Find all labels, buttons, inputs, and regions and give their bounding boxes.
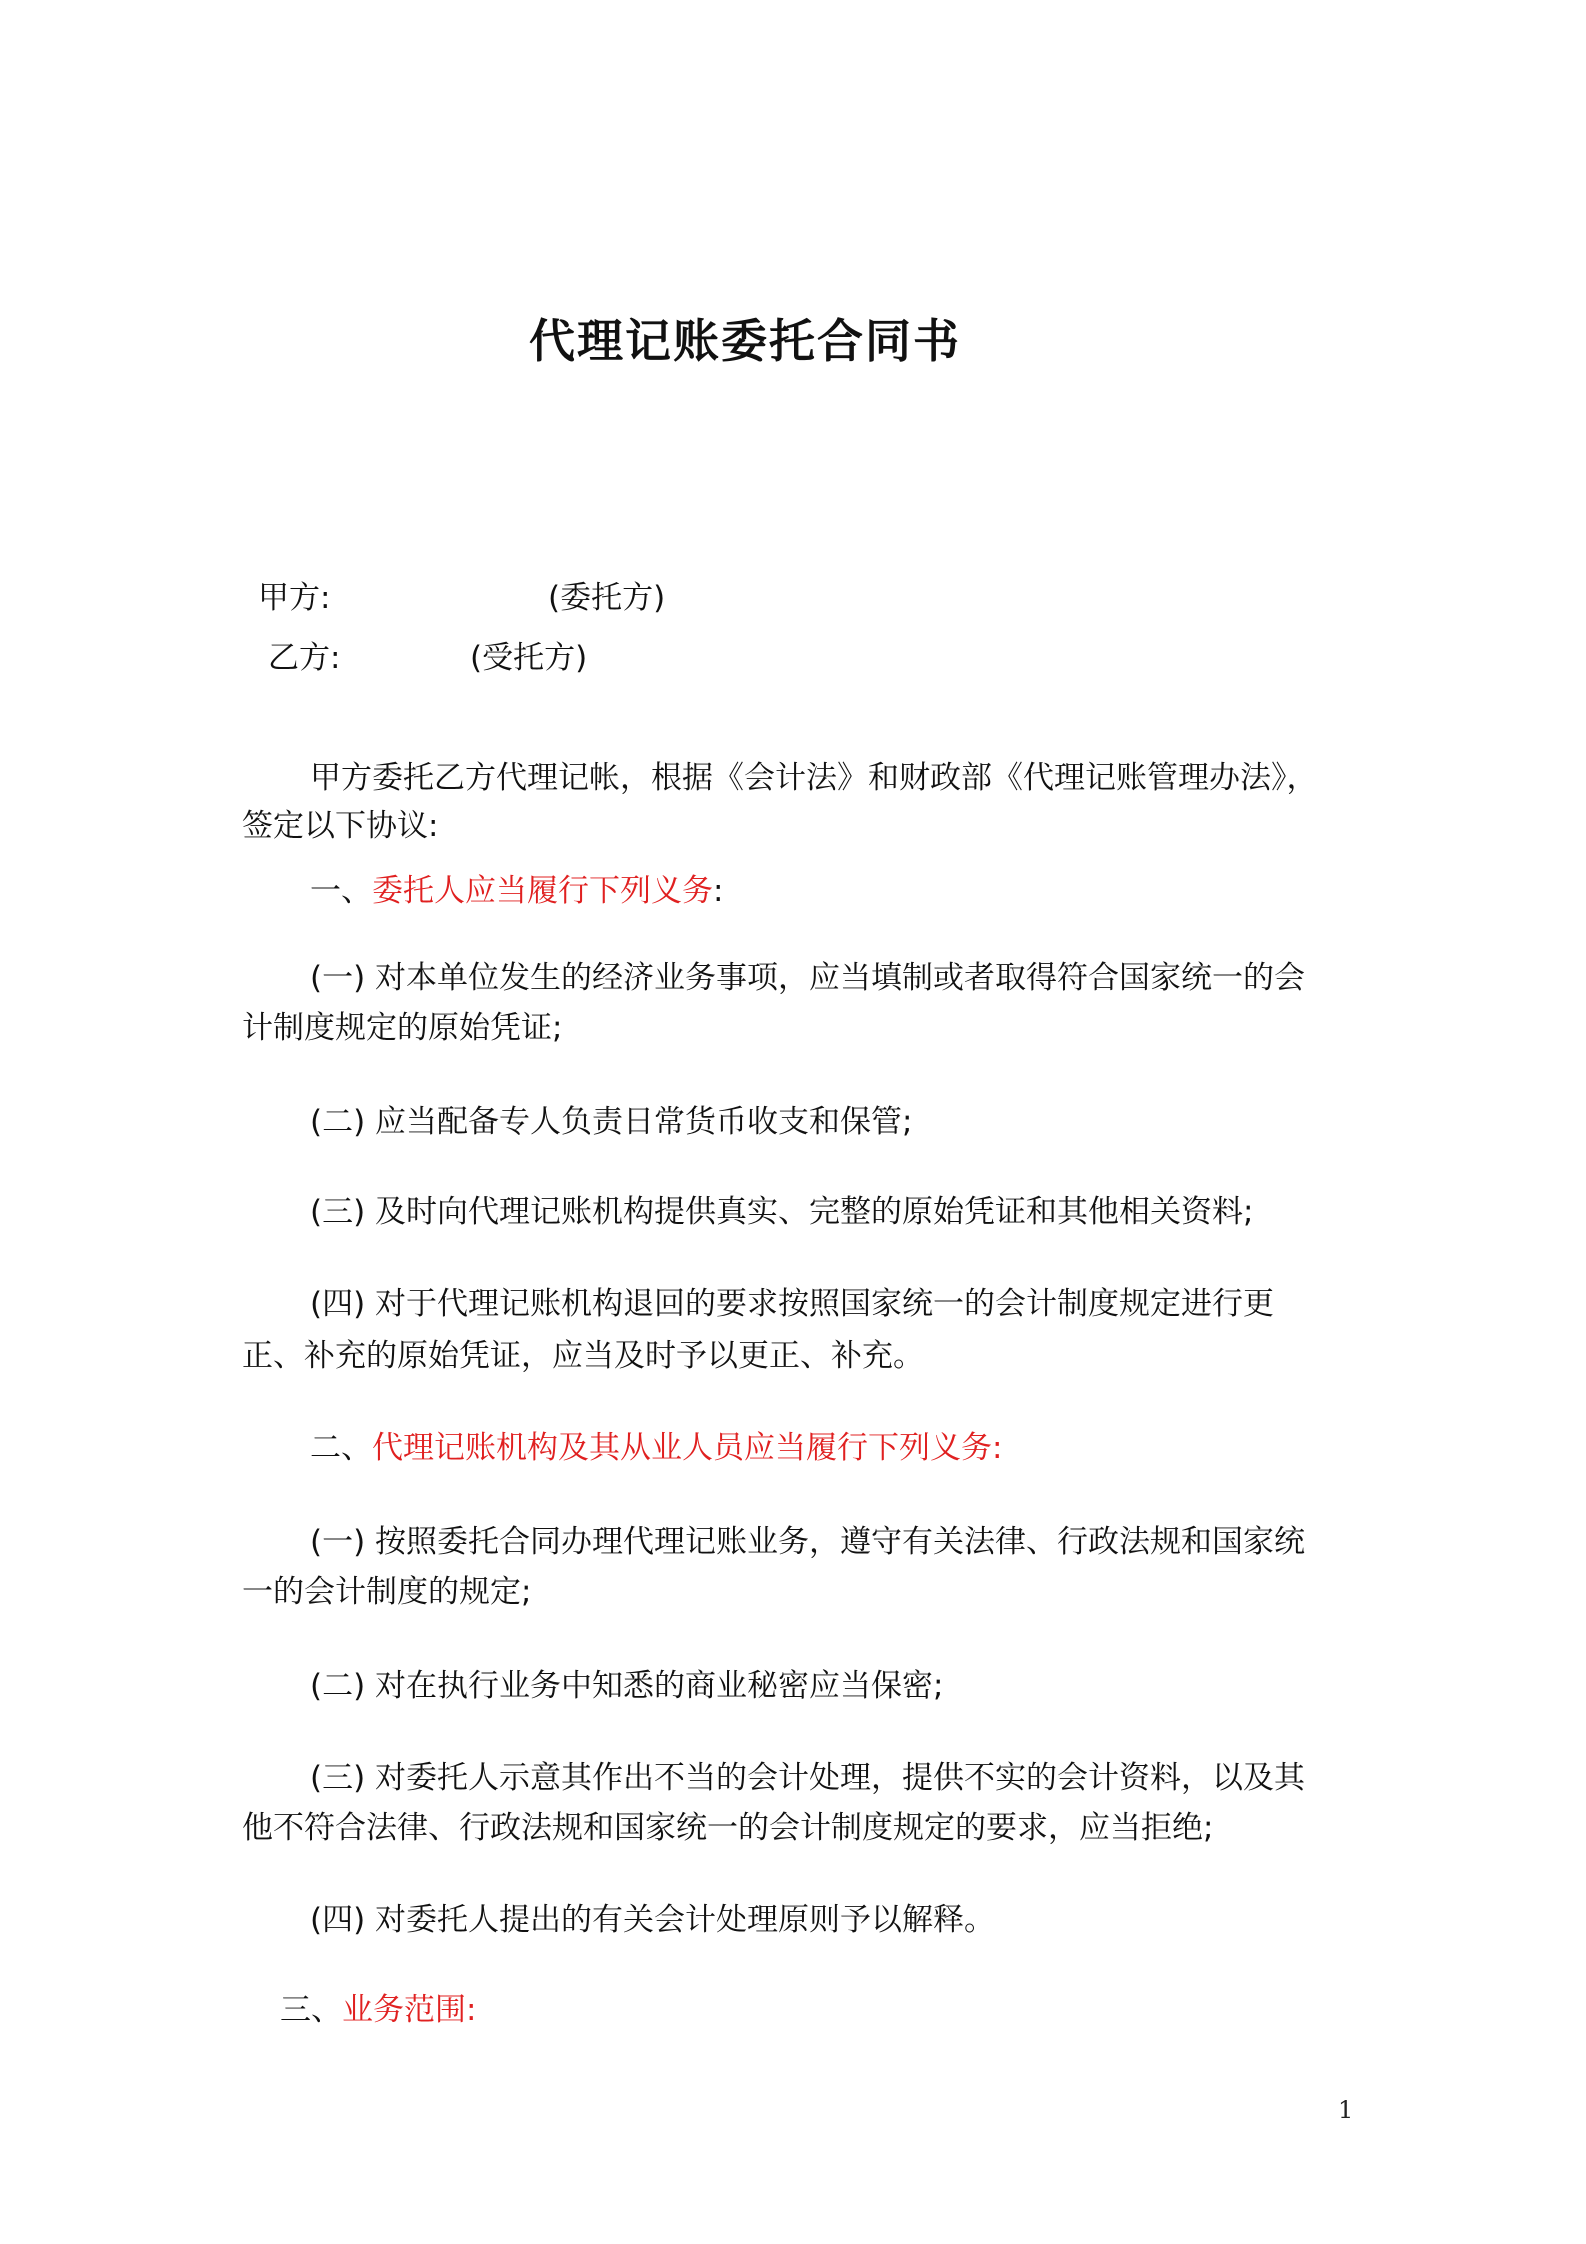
party-a-role: (委托方)	[548, 580, 666, 616]
section-3-number: 三、	[280, 1992, 342, 2028]
page-number: 1	[1338, 2096, 1354, 2124]
section-2-item-3-line-1: (三) 对委托人示意其作出不当的会计处理，提供不实的会计资料，以及其	[310, 1760, 1306, 1796]
section-2-heading	[310, 1422, 1002, 1467]
section-1-item-3: (三) 及时向代理记账机构提供真实、完整的原始凭证和其他相关资料;	[310, 1194, 1254, 1230]
section-1-item-1-line-2: 计制度规定的原始凭证;	[242, 1010, 563, 1046]
intro-line-1: 甲方委托乙方代理记帐，根据《会计法》和财政部《代理记账管理办法》，	[310, 760, 1318, 796]
section-1-heading	[310, 865, 723, 910]
section-2-item-2: (二) 对在执行业务中知悉的商业秘密应当保密;	[310, 1668, 944, 1704]
section-1-item-1-line-1: (一) 对本单位发生的经济业务事项，应当填制或者取得符合国家统一的会	[310, 960, 1306, 996]
section-1-item-4-line-2: 正、补充的原始凭证，应当及时予以更正、补充。	[242, 1338, 924, 1374]
party-a-label: 甲方:	[258, 580, 331, 616]
section-1-title: 委托人应当履行下列义务	[372, 873, 713, 909]
section-2-title: 代理记账机构及其从业人员应当履行下列义务:	[372, 1430, 1003, 1466]
intro-line-2: 签定以下协议:	[242, 808, 439, 844]
section-1-colon: :	[713, 873, 724, 909]
party-b-role: (受托方)	[470, 640, 588, 676]
section-2-item-4: (四) 对委托人提出的有关会计处理原则予以解释。	[310, 1902, 996, 1938]
party-b-label: 乙方:	[268, 640, 341, 676]
section-2-number: 二、	[310, 1430, 372, 1466]
section-3-title: 业务范围:	[342, 1992, 477, 2028]
document-title: 代理记账委托合同书	[529, 314, 961, 368]
section-3-heading	[280, 1984, 476, 2029]
section-2-item-1-line-1: (一) 按照委托合同办理代理记账业务，遵守有关法律、行政法规和国家统	[310, 1524, 1306, 1560]
section-2-item-3-line-2: 他不符合法律、行政法规和国家统一的会计制度规定的要求，应当拒绝;	[242, 1810, 1214, 1846]
section-1-item-4-line-1: (四) 对于代理记账机构退回的要求按照国家统一的会计制度规定进行更	[310, 1286, 1275, 1322]
section-1-number: 一、	[310, 873, 372, 909]
section-1-item-2: (二) 应当配备专人负责日常货币收支和保管;	[310, 1104, 913, 1140]
section-2-item-1-line-2: 一的会计制度的规定;	[242, 1574, 532, 1610]
